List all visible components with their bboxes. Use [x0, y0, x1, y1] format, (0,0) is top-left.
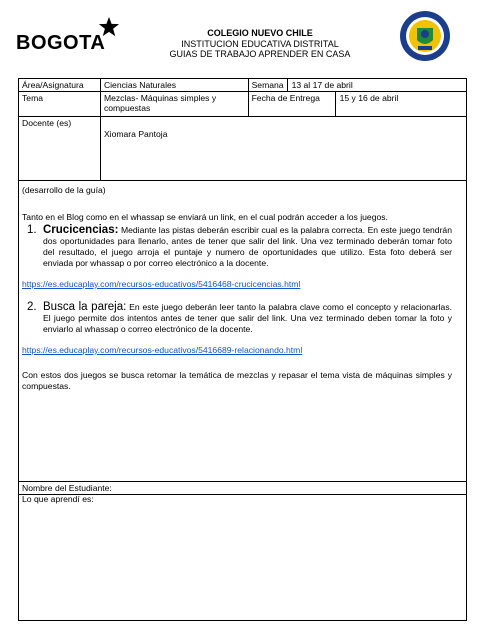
school-name: COLEGIO NUEVO CHILE	[207, 28, 313, 38]
logo-text: BOGOTA	[16, 32, 106, 54]
star-icon	[98, 16, 120, 38]
institution-name: INSTITUCION EDUCATIVA DISTRITAL	[181, 38, 339, 49]
week-value: 13 al 17 de abril	[291, 80, 353, 90]
dev-note: (desarrollo de la guía)	[22, 185, 106, 195]
list-item-busca-pareja	[19, 302, 466, 335]
student-name-field[interactable]	[18, 481, 467, 495]
item-text: En este juego deberán leer tanto la palabra clave como el concepto y relacionarlas. El juego permite dos intentos antes de tener que salir del link. Una vez terminado deben tomar la foto y enviarlo al whassap o correo electrónico de la docente.	[43, 302, 453, 334]
learned-label: Lo que aprendí es:	[22, 494, 94, 504]
topic-label: Tema	[19, 92, 101, 117]
crucicencias-link[interactable]: https://es.educaplay.com/recursos-educativos/5416468-crucicencias.html	[22, 279, 301, 289]
delivery-label: Fecha de Entrega	[249, 92, 336, 116]
guide-body	[18, 181, 467, 482]
item-title: Crucicencias:	[43, 224, 119, 236]
relacionando-link[interactable]: https://es.educaplay.com/recursos-educativos/5416689-relacionando.html	[22, 345, 303, 355]
area-label: Área/Asignatura	[19, 79, 101, 92]
bogota-logo	[16, 14, 120, 56]
school-header	[130, 28, 390, 60]
student-label: Nombre del Estudiante:	[22, 483, 112, 493]
item-number: 2.	[27, 301, 37, 313]
school-crest-icon	[399, 10, 451, 62]
closing-text: Con estos dos juegos se busca retomar la temática de mezclas y repasar el tema vista de máquinas simples y compuestas.	[22, 370, 452, 391]
topic-value: Mezclas- Máquinas simples y compuestas	[100, 92, 248, 117]
info-table	[18, 78, 467, 181]
intro-text: Tanto en el Blog como en el whassap se enviará un link, en el cual podrán acceder a los juegos.	[22, 212, 388, 222]
teacher-label: Docente (es)	[19, 117, 101, 181]
learned-field[interactable]	[18, 494, 467, 621]
teacher-value: Xiomara Pantoja	[100, 117, 466, 181]
week-label: Semana	[249, 79, 288, 91]
delivery-value: 15 y 16 de abril	[339, 93, 399, 103]
item-text: Mediante las pistas deberán escribir cual es la palabra correcta. En este juego tendrán dos oportunidades para llenarlo, antes de tener que salir del link. Una vez terminado deberán tomar foto del resultado, el juego arroja el puntaje y numero de oportunidades que utilizo. Esta foto deberá ser enviada por whassap o por correo electrónico a la docente.	[43, 225, 452, 268]
list-item-crucicencias	[19, 225, 466, 269]
item-number: 1.	[27, 224, 37, 236]
guide-title: GUIAS DE TRABAJO APRENDER EN CASA	[169, 49, 351, 59]
area-value: Ciencias Naturales	[100, 79, 248, 92]
item-title: Busca la pareja:	[43, 301, 127, 313]
